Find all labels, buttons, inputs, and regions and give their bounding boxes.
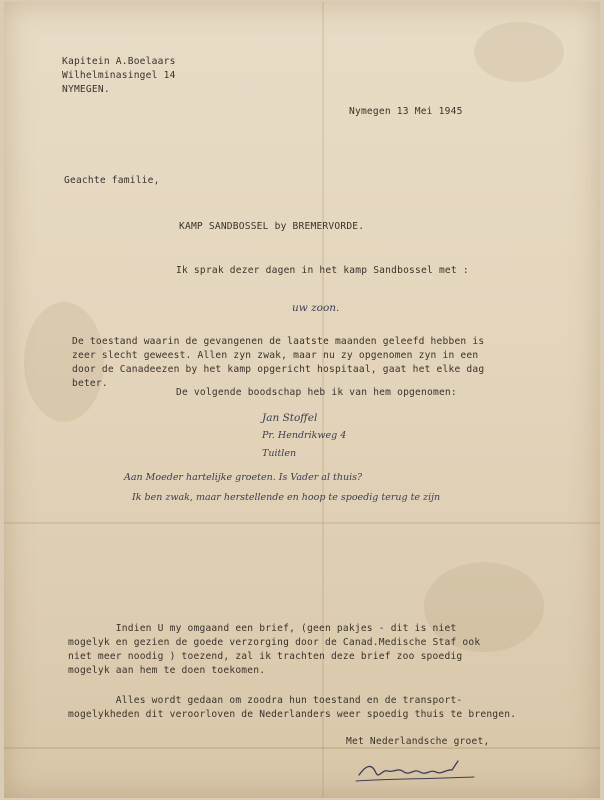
paragraph-reply: [68, 622, 480, 678]
handwritten-message-line: Aan Moeder hartelijke groeten. Is Vader al thuis?: [124, 472, 363, 483]
paragraph-conditions: [72, 335, 484, 391]
handwritten-town: Tuitlen: [262, 448, 297, 459]
sender-address: [62, 55, 176, 97]
paragraph-transport: [68, 694, 516, 722]
handwritten-street: Pr. Hendrikweg 4: [262, 430, 347, 441]
intro-line: Ik sprak dezer dagen in het kamp Sandbossel met :: [176, 265, 469, 276]
subject-line: KAMP SANDBOSSEL by BREMERVORDE.: [179, 221, 365, 232]
paragraph-line: niet meer noodig ) toezend, zal ik trachten deze brief zoo spoedig: [68, 651, 463, 662]
sender-line: Kapitein A.Boelaars: [62, 56, 176, 67]
paragraph-line: De toestand waarin de gevangenen de laatste maanden geleefd hebben is: [72, 336, 485, 347]
sender-line: Wilhelminasingel 14: [62, 70, 176, 81]
handwritten-subject: uw zoon.: [292, 302, 340, 314]
fold-line-bottom: [4, 747, 600, 749]
paragraph-line: mogelyk aan hem te doen toekomen.: [68, 665, 266, 676]
paragraph-line: beter.: [72, 378, 108, 389]
fold-line-horizontal: [4, 522, 600, 524]
message-intro: De volgende boodschap heb ik van hem opgenomen:: [176, 387, 457, 398]
handwritten-name: Jan Stoffel: [262, 412, 318, 424]
paragraph-line: mogelyk en gezien de goede verzorging door de Canad.Medische Staf ook: [68, 637, 481, 648]
letter-date: Nymegen 13 Mei 1945: [349, 106, 463, 117]
letter-paper: [4, 2, 600, 798]
paragraph-line: door de Canadeezen by het kamp opgericht hospitaal, gaat het elke dag: [72, 364, 485, 375]
closing-line: Met Nederlandsche groet,: [346, 736, 490, 747]
paragraph-line: mogelykheden dit veroorloven de Nederlanders weer spoedig thuis te brengen.: [68, 709, 517, 720]
paragraph-line: Indien U my omgaand een brief, (geen pakjes - dit is niet: [68, 623, 457, 634]
paragraph-line: zeer slecht geweest. Allen zyn zwak, maar nu zy opgenomen zyn in een: [72, 350, 479, 361]
paragraph-line: Alles wordt gedaan om zoodra hun toestand en de transport-: [68, 695, 463, 706]
sender-line: NYMEGEN.: [62, 84, 110, 95]
fold-line-vertical: [322, 2, 324, 798]
signature: [354, 757, 484, 785]
salutation: Geachte familie,: [64, 175, 160, 186]
paper-stain: [474, 22, 564, 82]
handwritten-message-line: Ik ben zwak, maar herstellende en hoop te spoedig terug te zijn: [132, 492, 441, 503]
